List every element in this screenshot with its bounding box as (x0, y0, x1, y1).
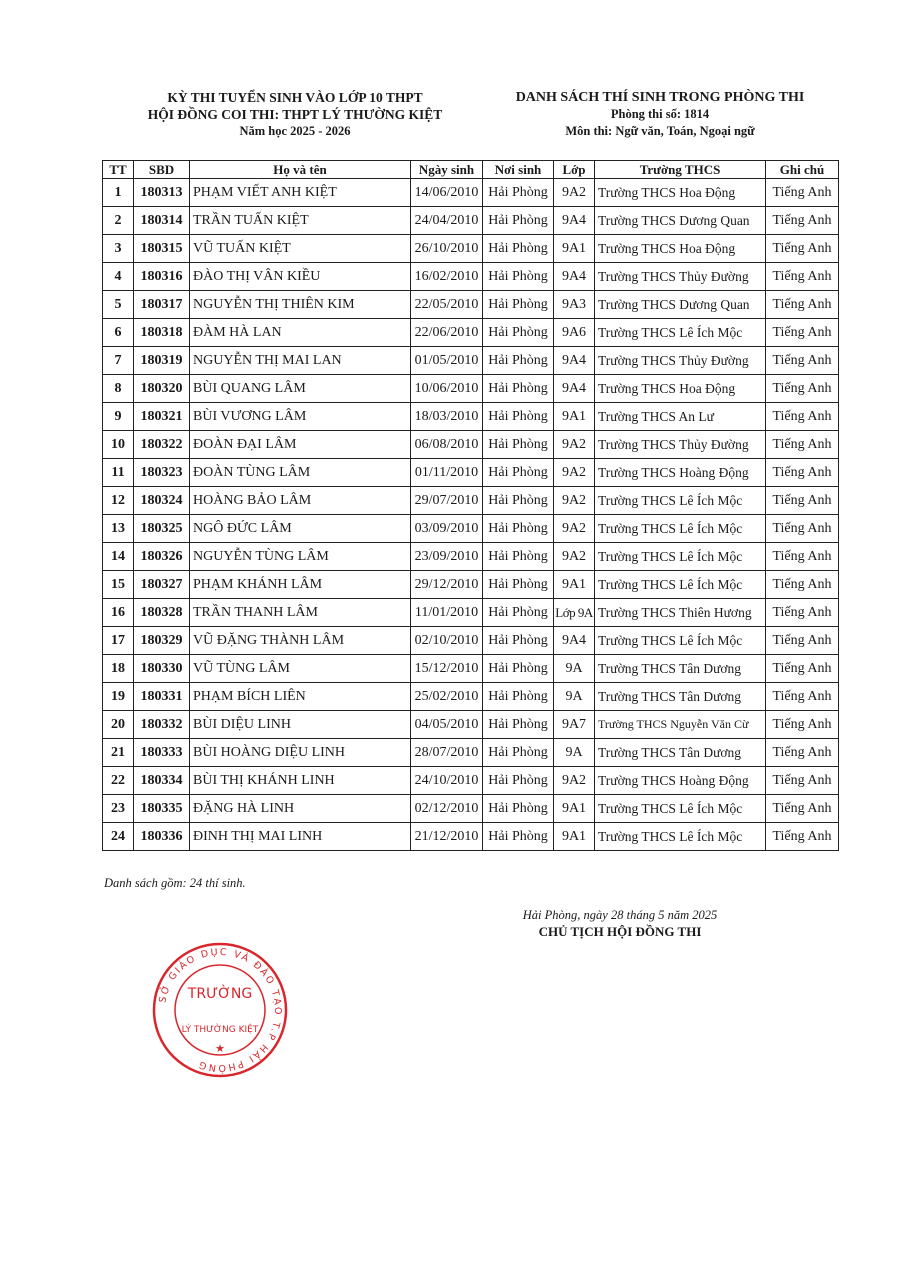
cell-name: ĐOÀN ĐẠI LÂM (190, 431, 411, 459)
cell-name: VŨ TUẤN KIỆT (190, 235, 411, 263)
cell-school: Trường THCS Nguyễn Văn Cừ (595, 711, 766, 739)
table-row (103, 795, 839, 823)
cell-class: 9A1 (554, 571, 595, 599)
cell-sbd: 180315 (134, 235, 190, 263)
cell-tt: 7 (103, 347, 134, 375)
cell-class: 9A2 (554, 487, 595, 515)
cell-sbd: 180320 (134, 375, 190, 403)
cell-birthplace: Hải Phòng (483, 655, 554, 683)
cell-school: Trường THCS Thiên Hương (595, 599, 766, 627)
cell-sbd: 180317 (134, 291, 190, 319)
cell-birthplace: Hải Phòng (483, 459, 554, 487)
cell-tt: 10 (103, 431, 134, 459)
cell-birthplace: Hải Phòng (483, 235, 554, 263)
cell-name: BÙI THỊ KHÁNH LINH (190, 767, 411, 795)
cell-sbd: 180327 (134, 571, 190, 599)
table-row (103, 711, 839, 739)
cell-tt: 24 (103, 823, 134, 851)
cell-sbd: 180319 (134, 347, 190, 375)
cell-class: 9A2 (554, 431, 595, 459)
cell-class: 9A2 (554, 515, 595, 543)
column-header-dob: Ngày sinh (411, 161, 483, 179)
cell-class: 9A (554, 683, 595, 711)
table-row (103, 403, 839, 431)
cell-tt: 17 (103, 627, 134, 655)
cell-tt: 4 (103, 263, 134, 291)
cell-note: Tiếng Anh (766, 711, 839, 739)
cell-tt: 15 (103, 571, 134, 599)
table-row (103, 655, 839, 683)
cell-school: Trường THCS Lê Ích Mộc (595, 823, 766, 851)
cell-class: 9A (554, 739, 595, 767)
cell-dob: 26/10/2010 (411, 235, 483, 263)
cell-sbd: 180321 (134, 403, 190, 431)
cell-class: 9A1 (554, 235, 595, 263)
cell-name: ĐÀO THỊ VÂN KIỀU (190, 263, 411, 291)
cell-note: Tiếng Anh (766, 319, 839, 347)
cell-birthplace: Hải Phòng (483, 627, 554, 655)
cell-school: Trường THCS Lê Ích Mộc (595, 515, 766, 543)
cell-dob: 15/12/2010 (411, 655, 483, 683)
cell-birthplace: Hải Phòng (483, 431, 554, 459)
table-row (103, 263, 839, 291)
cell-class: 9A2 (554, 767, 595, 795)
column-header-sbd: SBD (134, 161, 190, 179)
cell-note: Tiếng Anh (766, 207, 839, 235)
cell-note: Tiếng Anh (766, 683, 839, 711)
table-row (103, 571, 839, 599)
cell-tt: 20 (103, 711, 134, 739)
table-row (103, 347, 839, 375)
cell-dob: 03/09/2010 (411, 515, 483, 543)
cell-note: Tiếng Anh (766, 599, 839, 627)
cell-birthplace: Hải Phòng (483, 263, 554, 291)
cell-note: Tiếng Anh (766, 515, 839, 543)
stamp-star-icon: ★ (215, 1043, 225, 1055)
cell-tt: 8 (103, 375, 134, 403)
cell-dob: 02/12/2010 (411, 795, 483, 823)
cell-name: BÙI HOÀNG DIỆU LINH (190, 739, 411, 767)
stamp-center-text: TRƯỜNG (187, 986, 253, 1002)
cell-dob: 04/05/2010 (411, 711, 483, 739)
signature-block (505, 907, 735, 940)
cell-dob: 11/01/2010 (411, 599, 483, 627)
table-row (103, 375, 839, 403)
cell-note: Tiếng Anh (766, 263, 839, 291)
school-year: Năm học 2025 - 2026 (239, 124, 351, 138)
cell-sbd: 180324 (134, 487, 190, 515)
stamp-inner-ring (175, 965, 265, 1055)
cell-sbd: 180332 (134, 711, 190, 739)
cell-note: Tiếng Anh (766, 655, 839, 683)
cell-school: Trường THCS Hoàng Động (595, 459, 766, 487)
cell-tt: 19 (103, 683, 134, 711)
cell-dob: 14/06/2010 (411, 179, 483, 207)
cell-dob: 25/02/2010 (411, 683, 483, 711)
cell-note: Tiếng Anh (766, 739, 839, 767)
cell-birthplace: Hải Phòng (483, 711, 554, 739)
table-row (103, 767, 839, 795)
cell-tt: 9 (103, 403, 134, 431)
cell-class: 9A (554, 655, 595, 683)
cell-sbd: 180322 (134, 431, 190, 459)
cell-dob: 22/06/2010 (411, 319, 483, 347)
cell-class: 9A4 (554, 627, 595, 655)
cell-note: Tiếng Anh (766, 431, 839, 459)
exam-council: HỘI ĐỒNG COI THI: THPT LÝ THƯỜNG KIỆT (147, 107, 443, 122)
cell-note: Tiếng Anh (766, 347, 839, 375)
cell-birthplace: Hải Phòng (483, 683, 554, 711)
cell-dob: 29/07/2010 (411, 487, 483, 515)
cell-class: 9A4 (554, 263, 595, 291)
cell-school: Trường THCS Tân Dương (595, 683, 766, 711)
cell-sbd: 180323 (134, 459, 190, 487)
cell-class: 9A4 (554, 375, 595, 403)
cell-school: Trường THCS Lê Ích Mộc (595, 571, 766, 599)
cell-name: BÙI QUANG LÂM (190, 375, 411, 403)
cell-name: ĐOÀN TÙNG LÂM (190, 459, 411, 487)
table-row (103, 487, 839, 515)
cell-note: Tiếng Anh (766, 235, 839, 263)
cell-school: Trường THCS An Lư (595, 403, 766, 431)
cell-tt: 13 (103, 515, 134, 543)
document-title: DANH SÁCH THÍ SINH TRONG PHÒNG THI (515, 90, 805, 105)
cell-sbd: 180331 (134, 683, 190, 711)
signer-title: CHỦ TỊCH HỘI ĐỒNG THI (538, 924, 702, 939)
cell-birthplace: Hải Phòng (483, 403, 554, 431)
cell-note: Tiếng Anh (766, 767, 839, 795)
cell-school: Trường THCS Tân Dương (595, 739, 766, 767)
table-row (103, 627, 839, 655)
cell-tt: 23 (103, 795, 134, 823)
cell-name: PHẠM KHÁNH LÂM (190, 571, 411, 599)
cell-name: NGÔ ĐỨC LÂM (190, 515, 411, 543)
table-row (103, 515, 839, 543)
column-header-class: Lớp (554, 161, 595, 179)
cell-class: Lớp 9A (554, 599, 595, 627)
cell-sbd: 180313 (134, 179, 190, 207)
cell-note: Tiếng Anh (766, 179, 839, 207)
table-header-row (103, 161, 839, 179)
cell-name: TRẦN TUẤN KIỆT (190, 207, 411, 235)
cell-school: Trường THCS Lê Ích Mộc (595, 543, 766, 571)
cell-dob: 01/11/2010 (411, 459, 483, 487)
cell-note: Tiếng Anh (766, 291, 839, 319)
cell-note: Tiếng Anh (766, 795, 839, 823)
table-row (103, 207, 839, 235)
cell-dob: 23/09/2010 (411, 543, 483, 571)
cell-tt: 18 (103, 655, 134, 683)
cell-tt: 6 (103, 319, 134, 347)
table-row (103, 599, 839, 627)
cell-class: 9A2 (554, 459, 595, 487)
cell-school: Trường THCS Dương Quan (595, 207, 766, 235)
table-row (103, 319, 839, 347)
cell-sbd: 180329 (134, 627, 190, 655)
cell-tt: 16 (103, 599, 134, 627)
cell-birthplace: Hải Phòng (483, 543, 554, 571)
cell-class: 9A1 (554, 795, 595, 823)
cell-birthplace: Hải Phòng (483, 795, 554, 823)
cell-tt: 22 (103, 767, 134, 795)
cell-name: PHẠM BÍCH LIÊN (190, 683, 411, 711)
cell-dob: 28/07/2010 (411, 739, 483, 767)
column-header-birthplace: Nơi sinh (483, 161, 554, 179)
cell-sbd: 180333 (134, 739, 190, 767)
cell-school: Trường THCS Hoàng Động (595, 767, 766, 795)
cell-sbd: 180328 (134, 599, 190, 627)
cell-school: Trường THCS Thủy Đường (595, 347, 766, 375)
cell-note: Tiếng Anh (766, 627, 839, 655)
cell-class: 9A2 (554, 543, 595, 571)
cell-dob: 06/08/2010 (411, 431, 483, 459)
exam-subjects: Môn thi: Ngữ văn, Toán, Ngoại ngữ (565, 124, 755, 138)
candidate-count: Danh sách gồm: 24 thí sinh. (104, 876, 246, 890)
cell-sbd: 180336 (134, 823, 190, 851)
cell-name: VŨ ĐẶNG THÀNH LÂM (190, 627, 411, 655)
exam-header (130, 89, 460, 140)
cell-school: Trường THCS Lê Ích Mộc (595, 319, 766, 347)
cell-dob: 01/05/2010 (411, 347, 483, 375)
cell-name: PHẠM VIẾT ANH KIỆT (190, 179, 411, 207)
table-row (103, 683, 839, 711)
stamp-ring-text: SỞ GIÁO DỤC VÀ ĐÀO TẠO T.P HẢI PHÒNG (157, 946, 284, 1074)
cell-dob: 10/06/2010 (411, 375, 483, 403)
cell-birthplace: Hải Phòng (483, 347, 554, 375)
cell-birthplace: Hải Phòng (483, 207, 554, 235)
table-row (103, 179, 839, 207)
cell-birthplace: Hải Phòng (483, 291, 554, 319)
cell-tt: 3 (103, 235, 134, 263)
cell-dob: 24/10/2010 (411, 767, 483, 795)
cell-tt: 12 (103, 487, 134, 515)
cell-school: Trường THCS Hoa Động (595, 375, 766, 403)
cell-sbd: 180316 (134, 263, 190, 291)
cell-dob: 24/04/2010 (411, 207, 483, 235)
cell-class: 9A3 (554, 291, 595, 319)
cell-class: 9A2 (554, 179, 595, 207)
exam-name: KỲ THI TUYỂN SINH VÀO LỚP 10 THPT (167, 90, 423, 105)
stamp-inner-text: LÝ THƯỜNG KIỆT (181, 1025, 259, 1035)
cell-birthplace: Hải Phòng (483, 487, 554, 515)
cell-note: Tiếng Anh (766, 375, 839, 403)
cell-school: Trường THCS Hoa Động (595, 179, 766, 207)
table-row (103, 291, 839, 319)
cell-name: HOÀNG BẢO LÂM (190, 487, 411, 515)
column-header-tt: TT (103, 161, 134, 179)
cell-sbd: 180325 (134, 515, 190, 543)
cell-name: TRẦN THANH LÂM (190, 599, 411, 627)
cell-dob: 16/02/2010 (411, 263, 483, 291)
cell-tt: 5 (103, 291, 134, 319)
table-row (103, 739, 839, 767)
cell-dob: 29/12/2010 (411, 571, 483, 599)
cell-dob: 02/10/2010 (411, 627, 483, 655)
cell-tt: 11 (103, 459, 134, 487)
table-row (103, 543, 839, 571)
cell-school: Trường THCS Thủy Đường (595, 263, 766, 291)
cell-class: 9A4 (554, 347, 595, 375)
cell-birthplace: Hải Phòng (483, 767, 554, 795)
cell-school: Trường THCS Dương Quan (595, 291, 766, 319)
cell-name: NGUYỄN THỊ MAI LAN (190, 347, 411, 375)
cell-dob: 21/12/2010 (411, 823, 483, 851)
cell-birthplace: Hải Phòng (483, 571, 554, 599)
official-stamp-icon (150, 940, 290, 1080)
list-header (490, 89, 830, 140)
cell-name: BÙI DIỆU LINH (190, 711, 411, 739)
cell-note: Tiếng Anh (766, 487, 839, 515)
cell-sbd: 180314 (134, 207, 190, 235)
cell-school: Trường THCS Lê Ích Mộc (595, 627, 766, 655)
column-header-name: Họ và tên (190, 161, 411, 179)
column-header-school: Trường THCS (595, 161, 766, 179)
candidate-table (102, 160, 839, 851)
cell-name: ĐINH THỊ MAI LINH (190, 823, 411, 851)
table-row (103, 459, 839, 487)
place-date: Hải Phòng, ngày 28 tháng 5 năm 2025 (522, 908, 718, 922)
cell-name: VŨ TÙNG LÂM (190, 655, 411, 683)
cell-note: Tiếng Anh (766, 543, 839, 571)
column-header-note: Ghi chú (766, 161, 839, 179)
cell-tt: 1 (103, 179, 134, 207)
cell-name: ĐÀM HÀ LAN (190, 319, 411, 347)
cell-class: 9A7 (554, 711, 595, 739)
table-row (103, 431, 839, 459)
cell-school: Trường THCS Thủy Đường (595, 431, 766, 459)
cell-class: 9A4 (554, 207, 595, 235)
cell-sbd: 180335 (134, 795, 190, 823)
cell-school: Trường THCS Lê Ích Mộc (595, 487, 766, 515)
cell-birthplace: Hải Phòng (483, 179, 554, 207)
cell-class: 9A1 (554, 403, 595, 431)
cell-tt: 2 (103, 207, 134, 235)
cell-name: NGUYỄN THỊ THIÊN KIM (190, 291, 411, 319)
table-row (103, 235, 839, 263)
cell-sbd: 180334 (134, 767, 190, 795)
cell-dob: 22/05/2010 (411, 291, 483, 319)
cell-sbd: 180330 (134, 655, 190, 683)
cell-dob: 18/03/2010 (411, 403, 483, 431)
cell-note: Tiếng Anh (766, 571, 839, 599)
cell-birthplace: Hải Phòng (483, 319, 554, 347)
stamp-outer-ring (154, 944, 286, 1076)
cell-note: Tiếng Anh (766, 403, 839, 431)
cell-birthplace: Hải Phòng (483, 739, 554, 767)
cell-sbd: 180318 (134, 319, 190, 347)
cell-note: Tiếng Anh (766, 823, 839, 851)
cell-school: Trường THCS Hoa Động (595, 235, 766, 263)
cell-class: 9A1 (554, 823, 595, 851)
cell-school: Trường THCS Tân Dương (595, 655, 766, 683)
cell-name: ĐẶNG HÀ LINH (190, 795, 411, 823)
cell-birthplace: Hải Phòng (483, 375, 554, 403)
cell-sbd: 180326 (134, 543, 190, 571)
cell-birthplace: Hải Phòng (483, 823, 554, 851)
cell-name: BÙI VƯƠNG LÂM (190, 403, 411, 431)
cell-school: Trường THCS Lê Ích Mộc (595, 795, 766, 823)
cell-name: NGUYỄN TÙNG LÂM (190, 543, 411, 571)
cell-note: Tiếng Anh (766, 459, 839, 487)
cell-tt: 14 (103, 543, 134, 571)
room-number: Phòng thi số: 1814 (610, 107, 710, 121)
cell-tt: 21 (103, 739, 134, 767)
cell-birthplace: Hải Phòng (483, 599, 554, 627)
table-row (103, 823, 839, 851)
cell-class: 9A6 (554, 319, 595, 347)
cell-birthplace: Hải Phòng (483, 515, 554, 543)
